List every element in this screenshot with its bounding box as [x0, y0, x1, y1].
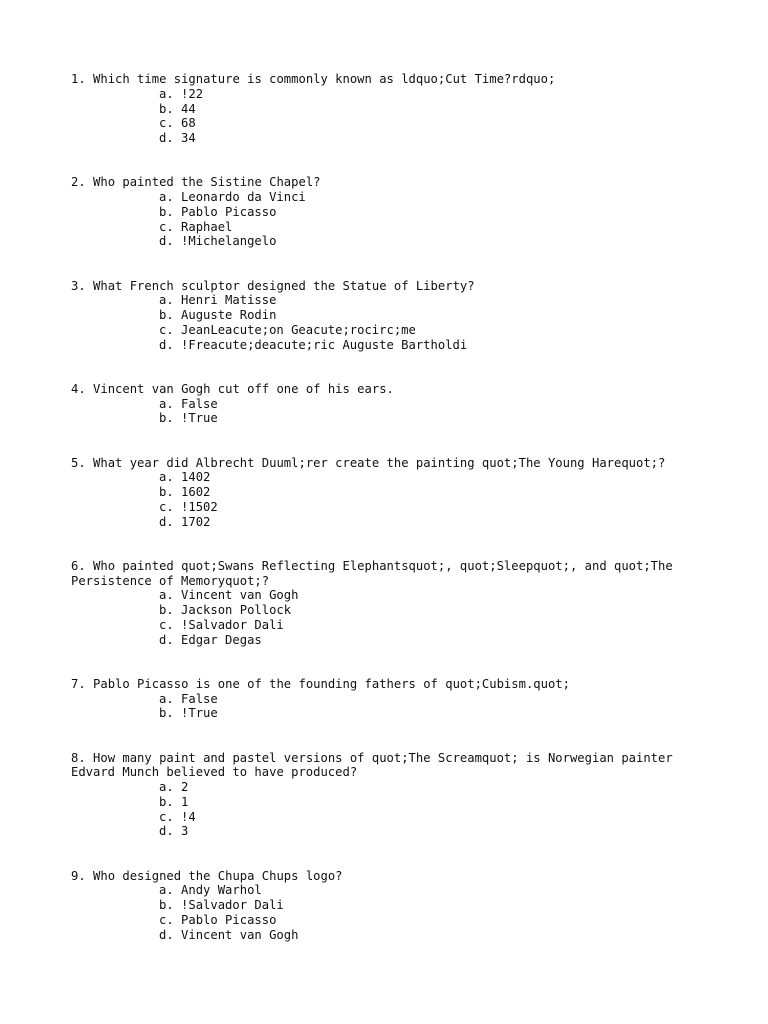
option-letter: b.	[159, 794, 174, 809]
question-prompt: What year did Albrecht Duuml;rer create the painting quot;The Young Harequot;?	[93, 455, 666, 470]
question-text	[71, 175, 701, 190]
option-text: JeanLeacute;on Geacute;rocirc;me	[181, 322, 416, 337]
answer-option	[159, 588, 701, 603]
answer-option	[159, 485, 701, 500]
option-text: !Salvador Dali	[181, 898, 284, 912]
option-letter: d.	[159, 337, 174, 352]
question-prompt: Vincent van Gogh cut off one of his ears.	[93, 381, 394, 396]
option-text: Edgar Degas	[181, 632, 262, 647]
answer-option	[159, 603, 701, 618]
question-number: 9.	[71, 868, 86, 883]
answer-option	[159, 87, 701, 102]
question-text	[71, 382, 701, 397]
option-letter: d.	[159, 514, 174, 529]
answer-option	[159, 205, 701, 220]
answer-options	[71, 293, 701, 352]
option-text: !22	[181, 86, 204, 101]
answer-options	[71, 470, 701, 529]
option-text: !4	[181, 809, 196, 824]
question-text	[71, 677, 701, 692]
answer-option	[159, 618, 701, 633]
question-prompt: How many paint and pastel versions of quot;The Screamquot; is Norwegian painter Edvard Munch believed to have produced?	[71, 750, 681, 780]
question-5	[71, 456, 701, 530]
option-text: Pablo Picasso	[181, 204, 277, 219]
answer-option	[159, 824, 701, 839]
option-text: 1	[181, 794, 189, 809]
answer-option	[159, 116, 701, 131]
question-text	[71, 559, 701, 589]
answer-option	[159, 913, 701, 928]
option-text: Pablo Picasso	[181, 912, 277, 927]
question-prompt: Pablo Picasso is one of the founding fathers of quot;Cubism.quot;	[93, 676, 570, 691]
option-letter: a.	[159, 396, 174, 411]
question-number: 1.	[71, 72, 86, 86]
answer-option	[159, 102, 701, 117]
question-1	[71, 72, 701, 146]
answer-options	[71, 883, 701, 942]
question-number: 7.	[71, 676, 86, 691]
question-number: 4.	[71, 381, 86, 396]
answer-options	[71, 397, 701, 427]
question-text	[71, 456, 701, 471]
option-text: 1402	[181, 470, 211, 485]
option-text: 34	[181, 131, 196, 145]
answer-options	[71, 87, 701, 146]
question-prompt: Who painted the Sistine Chapel?	[93, 175, 321, 190]
answer-option	[159, 308, 701, 323]
option-letter: b.	[159, 898, 174, 912]
option-text: !1502	[181, 499, 218, 514]
question-8	[71, 751, 701, 840]
option-letter: c.	[159, 499, 174, 514]
option-letter: a.	[159, 691, 174, 706]
option-letter: a.	[159, 293, 174, 308]
option-letter: d.	[159, 927, 174, 942]
question-number: 5.	[71, 455, 86, 470]
option-letter: c.	[159, 219, 174, 234]
answer-option	[159, 780, 701, 795]
option-letter: b.	[159, 485, 174, 499]
option-text: !True	[181, 411, 218, 426]
answer-option	[159, 397, 701, 412]
question-number: 8.	[71, 750, 86, 765]
option-text: !True	[181, 706, 218, 721]
option-letter: c.	[159, 809, 174, 824]
answer-option	[159, 633, 701, 648]
option-text: Andy Warhol	[181, 883, 262, 898]
option-letter: a.	[159, 470, 174, 485]
answer-option	[159, 515, 701, 530]
answer-option	[159, 810, 701, 825]
question-3	[71, 279, 701, 353]
option-letter: d.	[159, 234, 174, 249]
answer-options	[71, 588, 701, 647]
option-text: False	[181, 396, 218, 411]
option-text: Henri Matisse	[181, 293, 277, 308]
option-letter: a.	[159, 190, 174, 204]
question-6	[71, 559, 701, 648]
option-letter: a.	[159, 883, 174, 898]
option-text: Raphael	[181, 219, 233, 234]
option-letter: b.	[159, 411, 174, 426]
option-letter: d.	[159, 632, 174, 647]
question-4	[71, 382, 701, 426]
option-text: 3	[181, 824, 189, 839]
answer-option	[159, 692, 701, 707]
option-letter: b.	[159, 706, 174, 721]
question-number: 2.	[71, 175, 86, 190]
question-9	[71, 869, 701, 943]
option-letter: c.	[159, 912, 174, 927]
question-prompt: What French sculptor designed the Statue of Liberty?	[93, 278, 475, 293]
option-letter: a.	[159, 780, 174, 794]
answer-option	[159, 706, 701, 721]
answer-option	[159, 500, 701, 515]
option-text: 68	[181, 116, 196, 131]
option-letter: b.	[159, 603, 174, 617]
question-prompt: Who designed the Chupa Chups logo?	[93, 868, 343, 883]
question-text	[71, 869, 701, 884]
option-text: 1702	[181, 514, 211, 529]
option-text: False	[181, 691, 218, 706]
answer-option	[159, 883, 701, 898]
answer-option	[159, 898, 701, 913]
answer-option	[159, 293, 701, 308]
answer-options	[71, 190, 701, 249]
option-letter: a.	[159, 86, 174, 101]
question-number: 6.	[71, 558, 86, 573]
option-text: !Salvador Dali	[181, 617, 284, 632]
answer-option	[159, 323, 701, 338]
answer-option	[159, 470, 701, 485]
option-letter: c.	[159, 617, 174, 632]
question-7	[71, 677, 701, 721]
option-letter: b.	[159, 204, 174, 219]
question-number: 3.	[71, 278, 86, 293]
answer-option	[159, 795, 701, 810]
answer-option	[159, 131, 701, 146]
answer-option	[159, 220, 701, 235]
option-letter: c.	[159, 322, 174, 337]
option-text: Leonardo da Vinci	[181, 190, 306, 204]
option-text: Vincent van Gogh	[181, 588, 299, 603]
option-text: Jackson Pollock	[181, 603, 292, 617]
option-letter: d.	[159, 131, 174, 145]
answer-options	[71, 692, 701, 722]
option-letter: a.	[159, 588, 174, 603]
question-text	[71, 279, 701, 294]
answer-option	[159, 234, 701, 249]
question-prompt: Who painted quot;Swans Reflecting Elephantsquot;, quot;Sleepquot;, and quot;The Persistence of Memoryquot;?	[71, 558, 681, 588]
answer-option	[159, 411, 701, 426]
option-text: 2	[181, 780, 189, 794]
option-text: 1602	[181, 485, 211, 499]
option-text: Vincent van Gogh	[181, 927, 299, 942]
answer-option	[159, 338, 701, 353]
option-letter: b.	[159, 101, 174, 116]
option-letter: d.	[159, 824, 174, 839]
option-letter: b.	[159, 308, 174, 322]
question-2	[71, 175, 701, 249]
question-prompt: Which time signature is commonly known as ldquo;Cut Time?rdquo;	[93, 72, 556, 86]
question-text	[71, 751, 701, 781]
question-text	[71, 72, 701, 87]
answer-option	[159, 928, 701, 943]
option-text: !Freacute;deacute;ric Auguste Bartholdi	[181, 337, 468, 352]
option-text: 44	[181, 101, 196, 116]
option-letter: c.	[159, 116, 174, 131]
option-text: !Michelangelo	[181, 234, 277, 249]
answer-option	[159, 190, 701, 205]
answer-options	[71, 780, 701, 839]
quiz-document	[71, 72, 701, 972]
option-text: Auguste Rodin	[181, 308, 277, 322]
